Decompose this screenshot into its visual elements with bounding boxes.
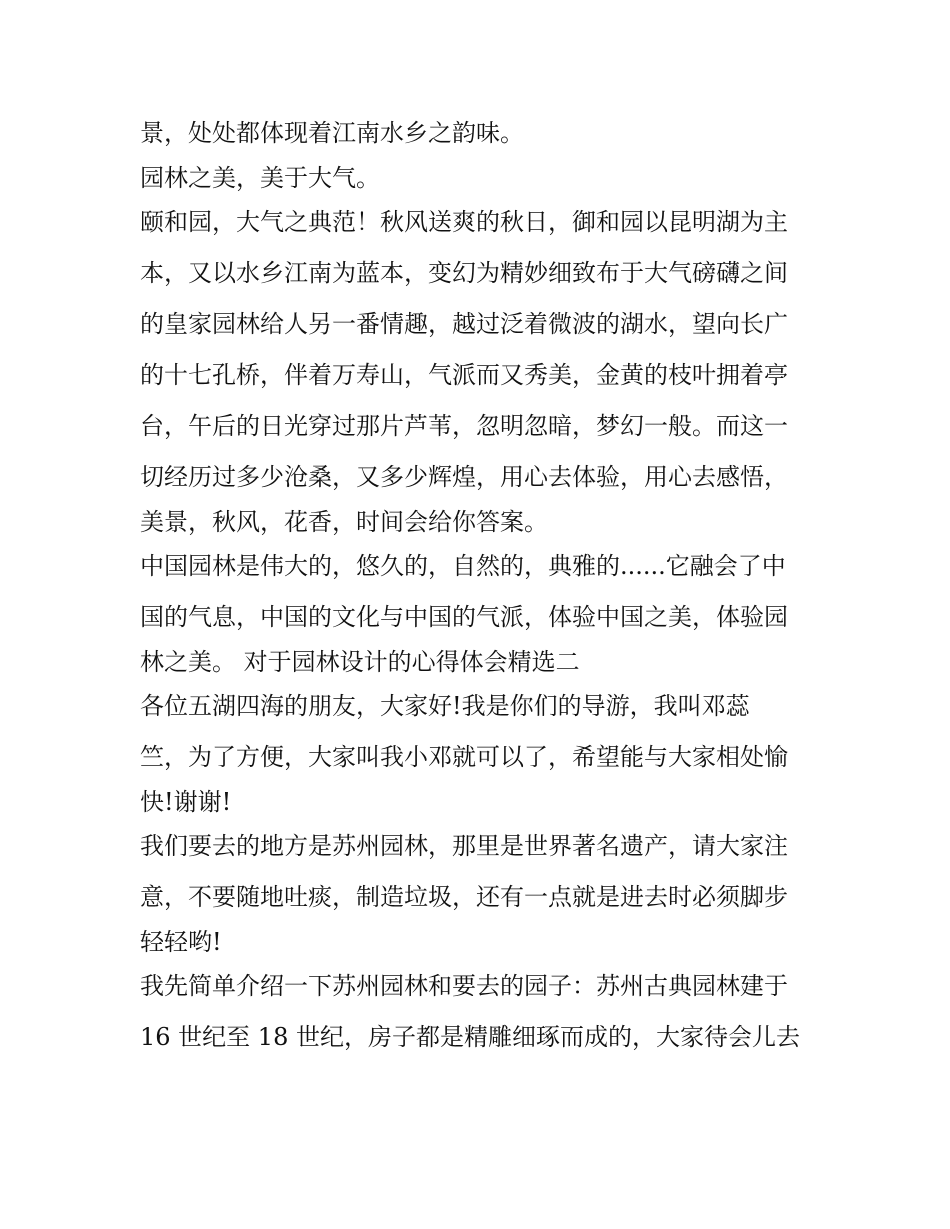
text-line: 竺，为了方便，大家叫我小邓就可以了，希望能与大家相处愉	[140, 743, 788, 771]
text-line: 轻轻哟!	[140, 928, 222, 956]
text-line: 园林之美，美于大气。	[140, 164, 380, 192]
body-text	[140, 108, 820, 1063]
text-line: 中国园林是伟大的，悠久的，自然的，典雅的......它融会了中	[140, 552, 786, 580]
text-line: 林之美。 对于园林设计的心得体会精选二	[140, 648, 580, 676]
text-line: 的十七孔桥，伴着万寿山，气派而又秀美，金黄的枝叶拥着亭	[140, 361, 788, 389]
text-line: 本，又以水乡江南为蓝本，变幻为精妙细致布于大气磅礴之间	[140, 259, 788, 287]
text-line: 16 世纪至 18 世纪，房子都是精雕细琢而成的，大家待会儿去	[140, 1023, 800, 1051]
text-line: 我先简单介绍一下苏州园林和要去的园子：苏州古典园林建于	[140, 972, 788, 1000]
text-line: 景，处处都体现着江南水乡之韵味。	[140, 119, 524, 147]
text-line: 美景，秋风，花香，时间会给你答案。	[140, 508, 548, 536]
text-line: 快!谢谢!	[140, 788, 232, 816]
text-line: 意，不要随地吐痰，制造垃圾，还有一点就是进去时必须脚步	[140, 883, 788, 911]
text-line: 我们要去的地方是苏州园林，那里是世界著名遗产，请大家注	[140, 832, 788, 860]
text-line: 颐和园，大气之典范！秋风送爽的秋日，御和园以昆明湖为主	[140, 208, 788, 236]
text-line: 台，午后的日光穿过那片芦苇，忽明忽暗，梦幻一般。而这一	[140, 412, 788, 440]
text-line: 国的气息，中国的文化与中国的气派，体验中国之美，体验园	[140, 603, 788, 631]
text-line: 的皇家园林给人另一番情趣，越过泛着微波的湖水，望向长广	[140, 310, 788, 338]
text-line: 切经历过多少沧桑，又多少辉煌，用心去体验，用心去感悟，	[140, 463, 788, 491]
text-line: 各位五湖四海的朋友，大家好!我是你们的导游，我叫邓蕊	[140, 692, 750, 720]
